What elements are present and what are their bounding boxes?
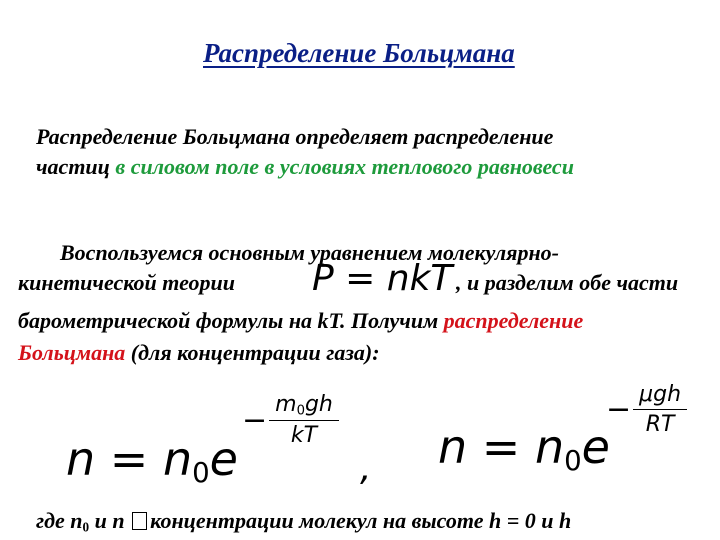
formula-2-fraction: $\frac{\text{μgh}}{RT}$ xyxy=(633,382,687,438)
slide-title: Распределение Больцмана xyxy=(203,38,515,68)
paragraph-2-line-2 xyxy=(18,270,235,296)
text-particles: частиц xyxy=(36,154,116,179)
paragraph-2-line-1: Воспользуемся основным уравнением молекулярно- xyxy=(60,240,559,265)
text-red-distribution: распределение xyxy=(443,308,584,333)
formula-separator-comma: , xyxy=(360,448,372,489)
paragraph-2-line-2-end: , и разделим обе части xyxy=(456,270,679,295)
paragraph-1-line-1: Распределение Больцмана определяет распределение xyxy=(36,124,554,149)
text-barometric: барометрической формулы на k xyxy=(18,308,329,333)
formula-1-fraction: $\frac{m_0gh}{kT}$ xyxy=(269,392,339,449)
formula-1-exponent: − $\frac{m_0gh}{kT}$ xyxy=(242,392,339,449)
footer-line: где $n_0$ и n концентрации молекул на высоте h = 0 и h xyxy=(36,508,572,535)
text-red-boltzmann: Больцмана xyxy=(18,340,126,365)
paragraph-2-line-3 xyxy=(18,308,583,334)
text-gas-concentration: (для концентрации газа): xyxy=(125,340,380,365)
text-kt-result: T. Получим xyxy=(328,308,444,333)
formula-2-exponent: − $\frac{\text{μgh}}{RT}$ xyxy=(606,382,687,438)
text-green-force-field: в силовом поле в условиях теплового равновеси xyxy=(115,154,574,179)
paragraph-2-line-4 xyxy=(18,340,380,366)
text-kinetic-theory: кинетической теории xyxy=(18,270,236,295)
paragraph-1-line-2 xyxy=(36,154,574,180)
formula-1-lhs: $n = n_0e$ xyxy=(66,432,238,489)
missing-glyph-box xyxy=(132,512,147,530)
formula-p-nkt: P = nkT xyxy=(312,258,453,299)
formula-2-lhs: $n = n_0e$ xyxy=(438,420,610,477)
